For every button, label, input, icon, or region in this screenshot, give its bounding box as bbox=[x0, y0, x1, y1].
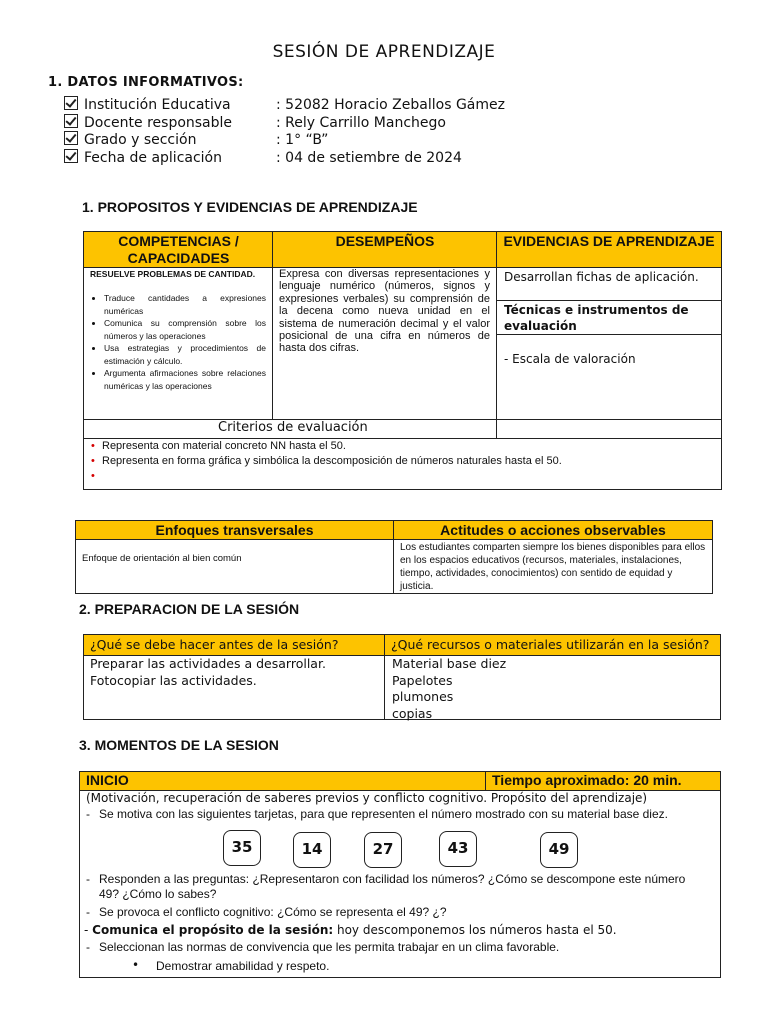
norma-item: Demostrar amabilidad y respeto. bbox=[156, 959, 330, 973]
checkbox-icon bbox=[64, 96, 78, 110]
info-value: : 04 de setiembre de 2024 bbox=[276, 150, 462, 166]
number-card: 14 bbox=[293, 832, 331, 868]
number-card: 35 bbox=[223, 830, 261, 866]
tecnicas-label: Técnicas e instrumentos de evaluación bbox=[504, 303, 689, 333]
evidencia-text: Desarrollan fichas de aplicación. bbox=[504, 270, 699, 284]
recursos-list bbox=[392, 656, 712, 722]
motiva-text: Se motiva con las siguientes tarjetas, para que representen el número mostrado con su material base diez. bbox=[99, 807, 668, 821]
number-card: 43 bbox=[439, 831, 477, 867]
list-item: Fotocopiar las actividades. bbox=[90, 672, 257, 688]
header-evidencias: EVIDENCIAS DE APRENDIZAJE bbox=[503, 233, 715, 249]
momentos-table bbox=[79, 771, 721, 978]
number-card: 27 bbox=[364, 832, 402, 868]
proposito-label: Comunica el propósito de la sesión: bbox=[92, 923, 334, 937]
list-item: • Comunica su comprensión sobre los números y las operaciones bbox=[104, 317, 266, 342]
info-value: : 52082 Horacio Zeballos Gámez bbox=[276, 97, 505, 113]
intro-text: (Motivación, recuperación de saberes previos y conflicto cognitivo. Propósito del aprendizaje) bbox=[86, 791, 648, 805]
instrumento-text: - Escala de valoración bbox=[504, 352, 636, 366]
dash-marker: - bbox=[86, 872, 90, 886]
checkbox-icon bbox=[64, 114, 78, 128]
proposito-line: - Comunica el propósito de la sesión: hoy descomponemos los números hasta el 50. bbox=[84, 923, 617, 937]
header-antes: ¿Qué se debe hacer antes de la sesión? bbox=[90, 637, 339, 652]
info-label: Docente responsable bbox=[84, 115, 233, 131]
preparacion-table bbox=[83, 634, 721, 720]
list-item: Material base diez bbox=[392, 656, 507, 671]
info-value: : Rely Carrillo Manchego bbox=[276, 115, 446, 131]
preguntas-text: Responden a las preguntas: ¿Representaron con facilidad los números? ¿Cómo se descompone este número 49? ¿Cómo lo sabes? bbox=[99, 872, 686, 901]
info-row-grado bbox=[64, 131, 328, 149]
checkbox-icon bbox=[64, 149, 78, 163]
list-item: • Representa con material concreto NN hasta el 50. bbox=[86, 439, 716, 454]
info-row-institucion bbox=[64, 96, 505, 114]
competencia-title: RESUELVE PROBLEMAS DE CANTIDAD. bbox=[90, 269, 256, 279]
info-row-fecha bbox=[64, 149, 462, 167]
header-enfoques: Enfoques transversales bbox=[155, 522, 314, 538]
enfoques-table bbox=[75, 520, 713, 594]
list-item: • Traduce cantidades a expresiones numéricas bbox=[104, 292, 266, 317]
info-label: Grado y sección bbox=[84, 132, 197, 148]
dash-marker: - bbox=[86, 940, 90, 954]
header-desempenos: DESEMPEÑOS bbox=[335, 233, 435, 249]
info-label: Fecha de aplicación bbox=[84, 150, 222, 166]
enfoque-text: Enfoque de orientación al bien común bbox=[82, 553, 242, 564]
header-competencias: COMPETENCIAS / CAPACIDADES bbox=[118, 233, 239, 266]
header-recursos: ¿Qué recursos o materiales utilizarán en la sesión? bbox=[391, 637, 710, 652]
checkbox-icon bbox=[64, 131, 78, 145]
list-item: • Argumenta afirmaciones sobre relaciones numéricas y las operaciones bbox=[104, 367, 266, 392]
bullet-icon: • bbox=[132, 958, 140, 972]
momentos-heading: 3. MOMENTOS DE LA SESION bbox=[79, 737, 279, 753]
conflicto-text: Se provoca el conflicto cognitivo: ¿Cómo se representa el 49? ¿? bbox=[99, 905, 447, 919]
info-row-docente bbox=[64, 114, 446, 132]
antes-list bbox=[90, 656, 380, 689]
propositos-heading: 1. PROPOSITOS Y EVIDENCIAS DE APRENDIZAJE bbox=[82, 199, 418, 215]
dash-marker: - bbox=[86, 905, 90, 919]
list-item: plumones bbox=[392, 689, 454, 704]
tiempo-label: Tiempo aproximado: 20 min. bbox=[492, 772, 682, 788]
number-card: 49 bbox=[540, 832, 578, 868]
list-item: Preparar las actividades a desarrollar. bbox=[90, 656, 326, 671]
header-actitudes: Actitudes o acciones observables bbox=[440, 522, 666, 538]
capacidades-list bbox=[90, 292, 266, 392]
list-item: • Representa en forma gráfica y simbólica la descomposición de números naturales hasta el 50. bbox=[86, 454, 716, 469]
inicio-label: INICIO bbox=[86, 772, 129, 788]
list-item: Papelotes bbox=[392, 672, 453, 688]
info-label: Institución Educativa bbox=[84, 97, 231, 113]
normas-text: Seleccionan las normas de convivencia que les permita trabajar en un clima favorable. bbox=[99, 940, 560, 954]
propositos-table bbox=[83, 231, 722, 490]
info-value: : 1° “B” bbox=[276, 132, 329, 148]
preparacion-heading: 2. PREPARACION DE LA SESIÓN bbox=[79, 601, 300, 617]
proposito-text: hoy descomponemos los números hasta el 50. bbox=[333, 923, 617, 937]
datos-heading: 1. DATOS INFORMATIVOS: bbox=[48, 75, 244, 90]
criterios-label: Criterios de evaluación bbox=[218, 420, 368, 435]
page-title: SESIÓN DE APRENDIZAJE bbox=[272, 42, 496, 62]
list-item: copias bbox=[392, 705, 433, 721]
actitud-text: Los estudiantes comparten siempre los bienes disponibles para ellos en los espacios educativos (recursos, materiales, instalaciones, tiempo, actividades, conocimientos) con sentido de equidad y justicia. bbox=[400, 542, 706, 592]
desempeno-text: Expresa con diversas representaciones y lenguaje numérico (números, signos y expresiones verbales) su comprensión de la decena como nueva unidad en el sistema de numeración decimal y el valor posicional de una cifra en números de hasta dos cifras. bbox=[279, 268, 490, 355]
criterios-list bbox=[86, 439, 716, 469]
dash-marker: - bbox=[86, 807, 90, 821]
list-item: • Usa estrategias y procedimientos de estimación y cálculo. bbox=[104, 342, 266, 367]
